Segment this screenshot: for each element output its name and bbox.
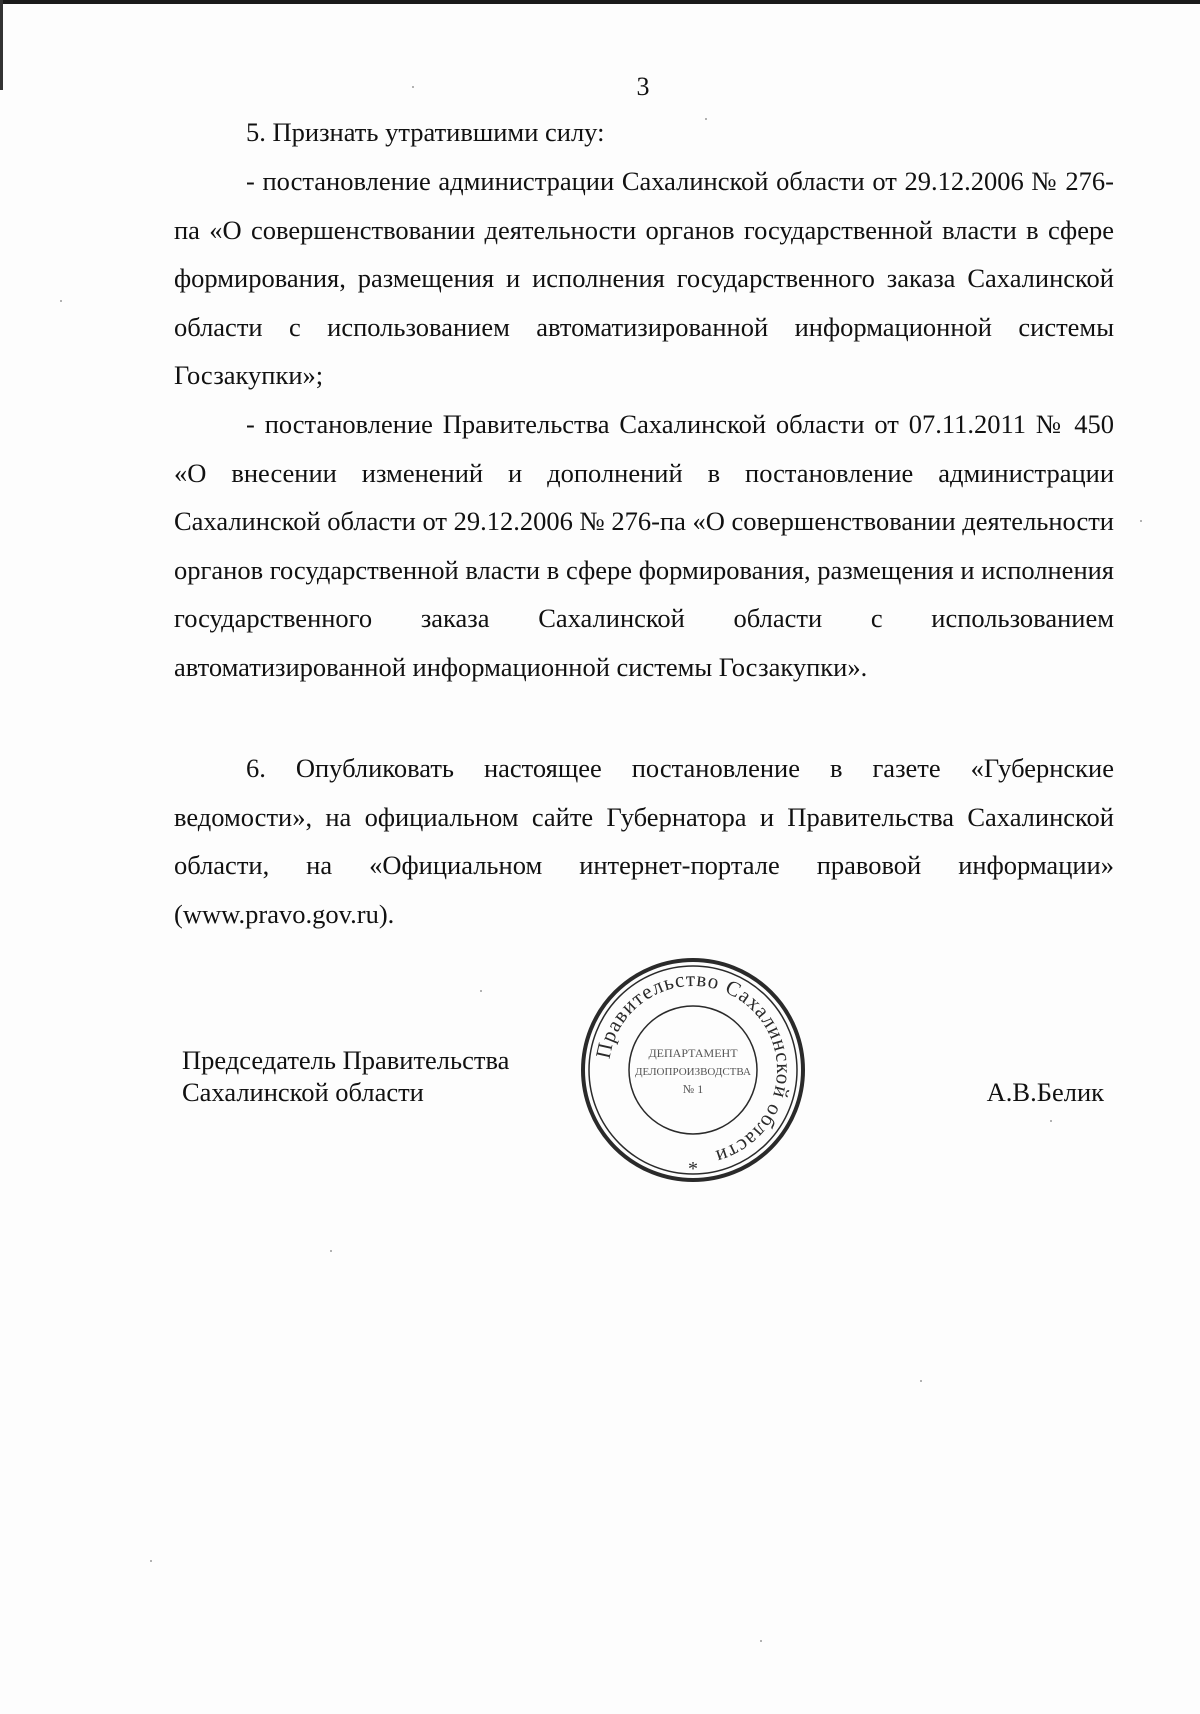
seal-outer-text: Правительство Сахалинской области [590,966,797,1170]
seal-inner-line-3: № 1 [682,1082,704,1096]
signature-position [182,1044,509,1108]
scan-speck [920,1380,922,1382]
scan-speck [1140,520,1142,522]
scan-speck [412,86,414,88]
official-seal [578,955,808,1185]
paragraph-repealed-2: - постановление Правительства Сахалинской области от 07.11.2011 № 450 «О внесении изменений и дополнений в постановление администрации Сахалинской области от 29.12.2006 № 276-па «О совершенствовании деятельности органов государственной власти в сфере формирования, размещения и исполнения государственного заказа Сахалинской области с использованием автоматизированной информационной системы Госзакупки». [174,409,1114,682]
scan-speck [705,118,707,120]
paragraph-repealed-1: - постановление администрации Сахалинской области от 29.12.2006 № 276-па «О совершенствовании деятельности органов государственной власти в сфере формирования, размещения и исполнения государственного заказа Сахалинской области с использованием автоматизированной информационной системы Госзакупки»; [174,166,1114,391]
signer-name: А.В.Белик [986,1077,1104,1107]
scan-speck [1050,1120,1052,1122]
signature-position-line-2: Сахалинской области [182,1077,424,1107]
scan-speck [760,1640,762,1642]
scan-edge-top [0,0,1200,4]
scan-speck [150,1560,152,1562]
scan-speck [480,990,482,992]
seal-star: * [688,1158,698,1180]
scan-speck [60,300,62,302]
page-number: 3 [636,72,650,101]
signature-position-line-1: Председатель Правительства [182,1045,510,1075]
paragraph-6-publish: 6. Опубликовать настоящее постановление в газете «Губернские ведомости», на официальном сайте Губернатора и Правительства Сахалинской области, на «Официальном интернет-портале правовой информации» (www.pravo.gov.ru). [174,753,1114,929]
seal-inner-line-1: ДЕПАРТАМЕНТ [648,1046,738,1060]
scan-speck [330,1250,332,1252]
seal-inner-line-2: ДЕЛОПРОИЗВОДСТВА [635,1066,751,1078]
paragraph-5-heading: 5. Признать утратившими силу: [246,117,605,147]
